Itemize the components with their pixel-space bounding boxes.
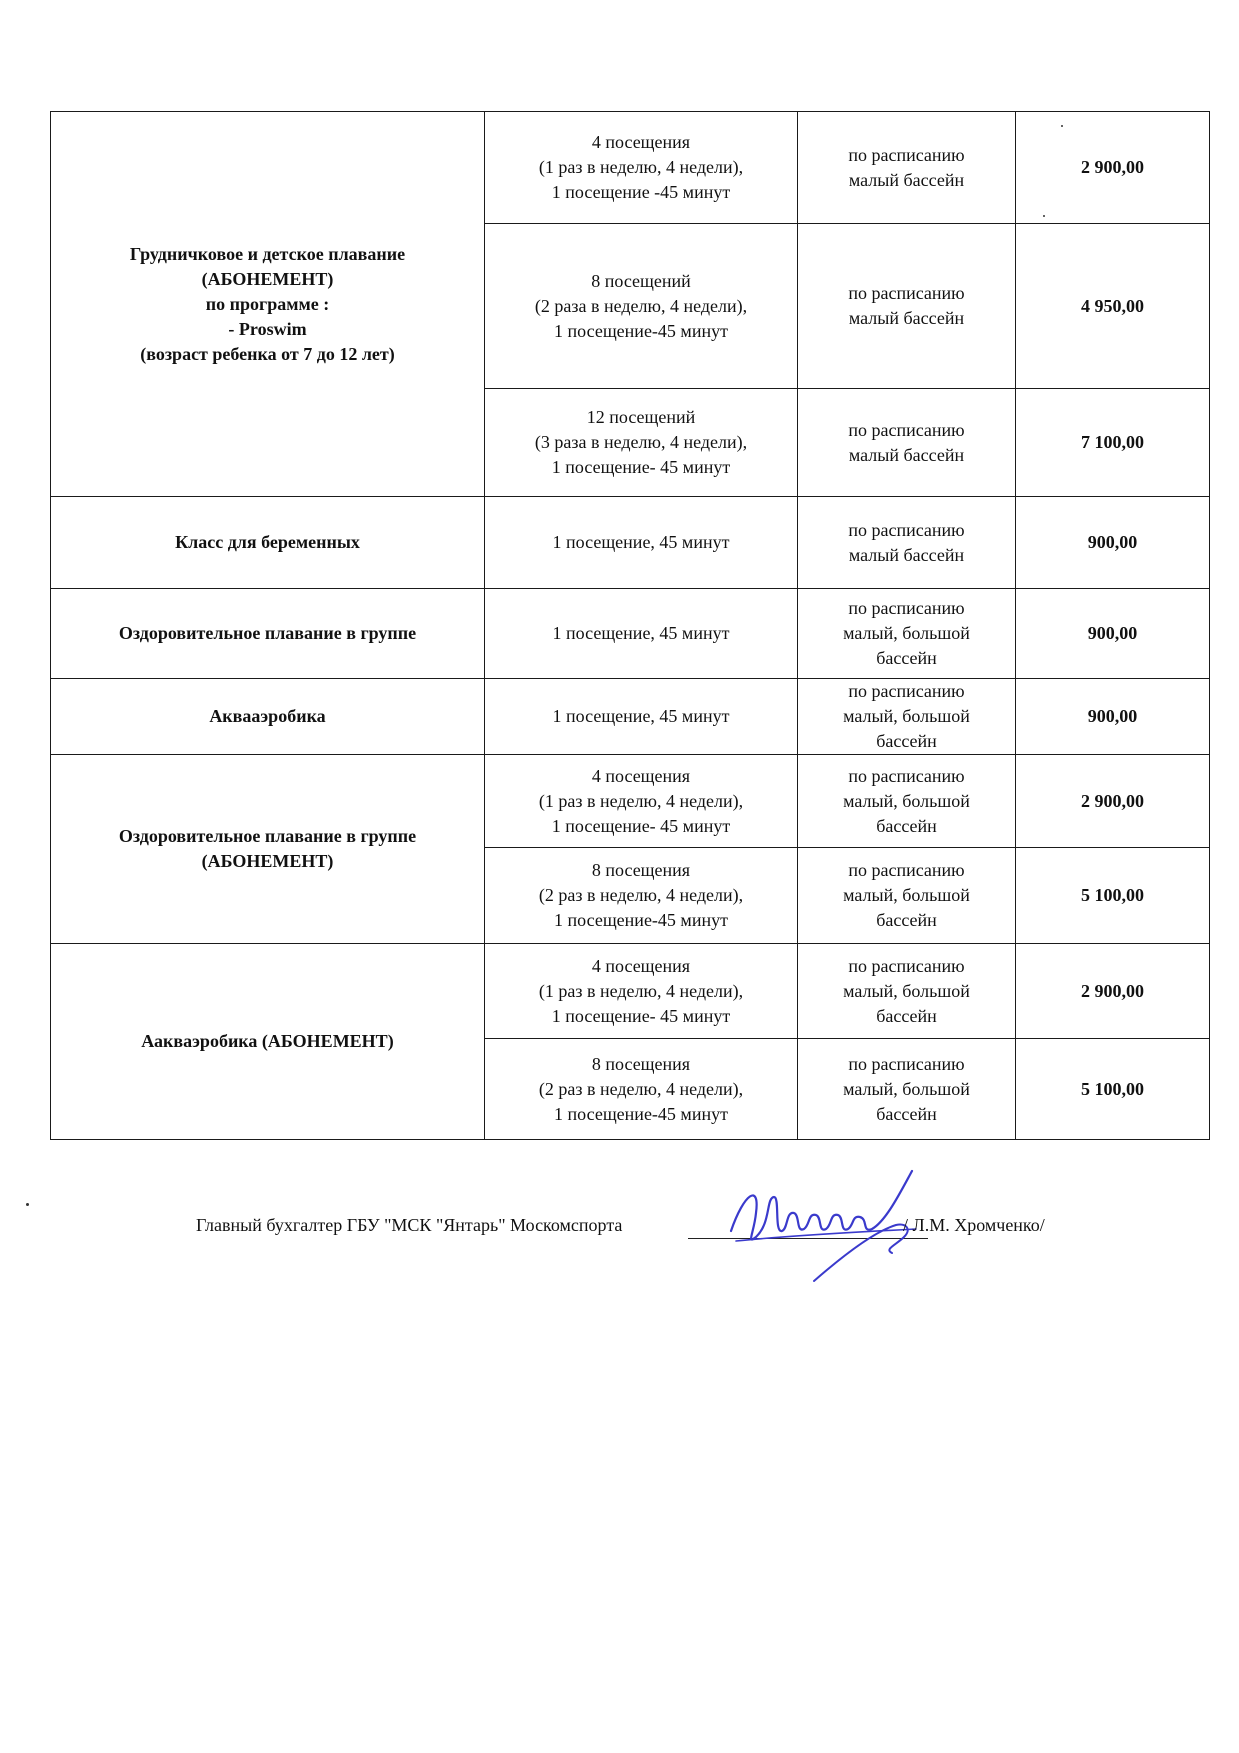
visits-cell (485, 589, 798, 679)
visits-text: 8 посещения (2 раз в неделю, 4 недели), 1 посещение-45 минут (538, 860, 744, 930)
schedule-text: по расписанию малый бассейн (848, 283, 965, 328)
price-cell (1016, 679, 1210, 755)
visits-cell (485, 112, 798, 224)
price-value: 5 100,00 (1081, 885, 1144, 905)
scan-speck (1043, 215, 1045, 217)
visits-text: 1 посещение, 45 минут (552, 623, 730, 643)
visits-text: 4 посещения (1 раз в неделю, 4 недели), 1 посещение- 45 минут (538, 765, 744, 836)
visits-cell (485, 755, 798, 848)
price-value: 900,00 (1087, 706, 1138, 726)
visits-cell (485, 1039, 798, 1140)
table-row (51, 497, 1210, 589)
visits-cell (485, 224, 798, 389)
schedule-text: по расписанию малый бассейн (848, 419, 965, 465)
schedule-cell (798, 1039, 1016, 1140)
visits-text: 1 посещение, 45 минут (552, 532, 730, 552)
schedule-cell (798, 679, 1016, 755)
table-row (51, 112, 1210, 224)
schedule-cell (798, 224, 1016, 389)
visits-text: 8 посещений (2 раза в неделю, 4 недели), 1 посещение-45 минут (534, 270, 748, 341)
schedule-cell (798, 589, 1016, 679)
scan-speck (1061, 125, 1063, 127)
visits-text: 12 посещений (3 раза в неделю, 4 недели), 1 посещение- 45 минут (534, 407, 748, 477)
service-name: Аакваэробика (АБОНЕМЕНТ) (141, 1031, 394, 1051)
service-name-cell (51, 497, 485, 589)
visits-text: 8 посещения (2 раз в неделю, 4 недели), 1 посещение-45 минут (538, 1053, 744, 1124)
schedule-text: по расписанию малый, большой бассейн (843, 765, 970, 836)
schedule-cell (798, 389, 1016, 497)
schedule-text: по расписанию малый, большой бассейн (843, 681, 970, 751)
schedule-cell (798, 112, 1016, 224)
visits-cell (485, 497, 798, 589)
table-row (51, 755, 1210, 848)
price-value: 900,00 (1087, 623, 1138, 643)
visits-text: 1 посещение, 45 минут (552, 706, 730, 726)
service-name: Грудничковое и детское плавание (АБОНЕМЕНТ) по программе : - Proswim (возраст ребенка от 7 до 12 лет) (129, 243, 406, 364)
table-row (51, 679, 1210, 755)
service-name-cell (51, 755, 485, 944)
price-cell (1016, 589, 1210, 679)
price-cell (1016, 112, 1210, 224)
visits-text: 4 посещения (1 раз в неделю, 4 недели), 1 посещение- 45 минут (538, 955, 744, 1026)
service-name: Оздоровительное плавание в группе (118, 623, 417, 643)
schedule-text: по расписанию малый, большой бассейн (843, 955, 970, 1026)
service-name: Класс для беременных (175, 532, 360, 552)
price-cell (1016, 1039, 1210, 1140)
price-cell (1016, 389, 1210, 497)
price-value: 2 900,00 (1081, 790, 1144, 811)
scan-speck (26, 1203, 29, 1206)
price-table-body (51, 112, 1210, 1140)
service-name: Оздоровительное плавание в группе (АБОНЕМЕНТ) (118, 826, 417, 871)
signature-block (196, 1197, 1096, 1257)
schedule-text: по расписанию малый бассейн (848, 144, 965, 190)
table-row (51, 944, 1210, 1039)
price-value: 2 900,00 (1081, 980, 1144, 1001)
service-name-cell (51, 112, 485, 497)
schedule-cell (798, 944, 1016, 1039)
signatory-title: Главный бухгалтер ГБУ "МСК "Янтарь" Москомспорта (196, 1215, 623, 1235)
price-value: 5 100,00 (1081, 1078, 1144, 1099)
price-cell (1016, 755, 1210, 848)
price-value: 2 900,00 (1081, 157, 1144, 177)
schedule-text: по расписанию малый, большой бассейн (843, 860, 970, 930)
price-value: 900,00 (1087, 532, 1138, 552)
visits-text: 4 посещения (1 раз в неделю, 4 недели), 1 посещение -45 минут (538, 132, 744, 202)
price-value: 7 100,00 (1081, 432, 1144, 452)
service-name: Аквааэробика (209, 706, 326, 726)
price-cell (1016, 944, 1210, 1039)
price-table (50, 111, 1210, 1140)
signatory-name: / Л.М. Хромченко/ (903, 1215, 1045, 1235)
visits-cell (485, 944, 798, 1039)
schedule-text: по расписанию малый бассейн (848, 519, 965, 565)
visits-cell (485, 848, 798, 944)
visits-cell (485, 389, 798, 497)
price-value: 4 950,00 (1081, 295, 1144, 316)
schedule-cell (798, 755, 1016, 848)
schedule-text: по расписанию малый, большой бассейн (843, 598, 970, 668)
schedule-text: по расписанию малый, большой бассейн (843, 1053, 970, 1124)
table-row (51, 589, 1210, 679)
service-name-cell (51, 679, 485, 755)
visits-cell (485, 679, 798, 755)
price-cell (1016, 224, 1210, 389)
schedule-cell (798, 848, 1016, 944)
price-cell (1016, 497, 1210, 589)
schedule-cell (798, 497, 1016, 589)
service-name-cell (51, 944, 485, 1140)
service-name-cell (51, 589, 485, 679)
price-cell (1016, 848, 1210, 944)
